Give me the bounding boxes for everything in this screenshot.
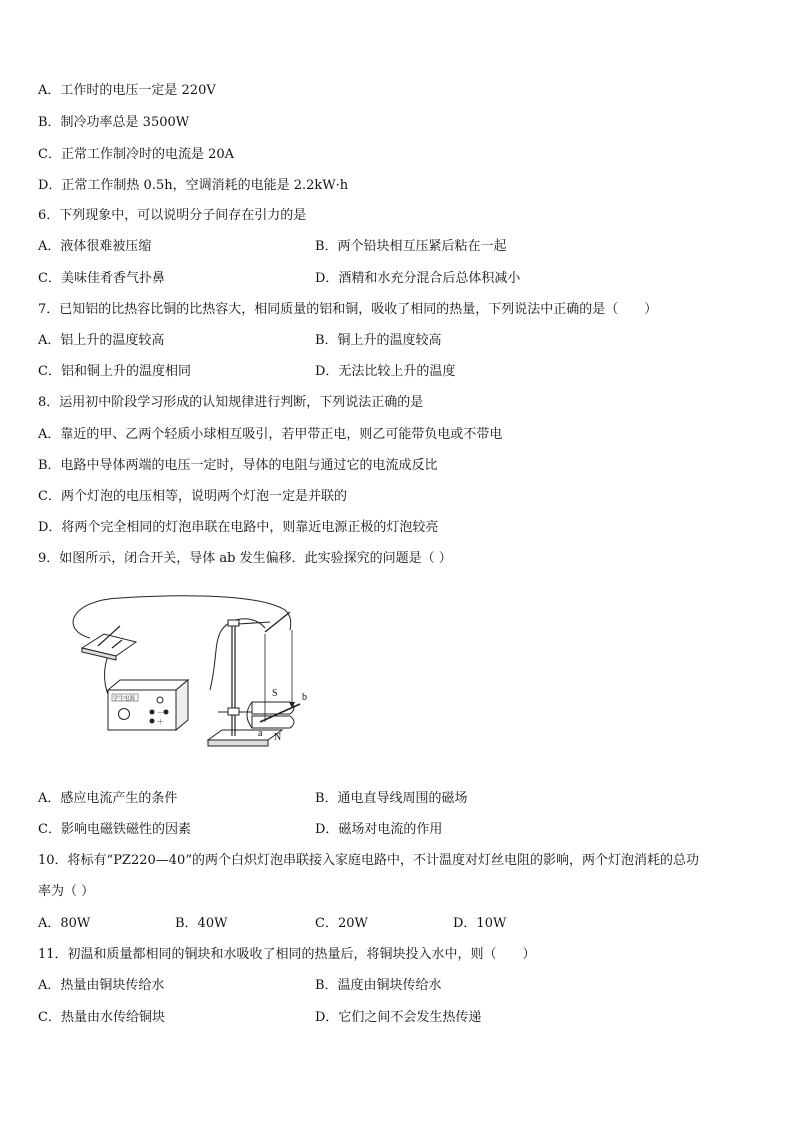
q9-option-a: A．感应电流产生的条件 xyxy=(38,791,178,806)
q10-option-d: D．10W xyxy=(453,916,507,931)
q8-option-c: C．两个灯泡的电压相等，说明两个灯泡一定是并联的 xyxy=(38,489,347,504)
power-supply xyxy=(108,680,188,730)
q11-option-c: C．热量由水传给铜块 xyxy=(38,1010,165,1025)
q8-option-d: D．将两个完全相同的灯泡串联在电路中，则靠近电源正极的灯泡较亮 xyxy=(38,520,439,535)
wire-mid xyxy=(210,619,265,690)
plus-label: ＋ xyxy=(157,718,164,726)
q11-stem: 11．初温和质量都相同的铜块和水吸收了相同的热量后，将铜块投入水中，则（ ） xyxy=(38,947,536,962)
q8-stem: 8．运用初中阶段学习形成的认知规律进行判断，下列说法正确的是 xyxy=(38,395,424,410)
q10-stem-line2: 率为（ ） xyxy=(38,884,95,899)
supply-label: 学生电源 xyxy=(113,696,136,702)
q7-option-b: B．铜上升的温度较高 xyxy=(315,333,442,348)
q10-option-a: A．80W xyxy=(38,916,91,931)
q7-stem: 7．已知铝的比热容比铜的比热容大，相同质量的铝和铜，吸收了相同的热量，下列说法中正确的是（ ） xyxy=(38,302,658,317)
q5-option-c: C．正常工作制冷时的电流是 20A xyxy=(38,147,235,162)
a-label: a xyxy=(258,728,263,739)
q6-option-c: C．美味佳肴香气扑鼻 xyxy=(38,271,165,286)
q9-option-b: B．通电直导线周围的磁场 xyxy=(315,791,468,806)
q7-option-a: A．铝上升的温度较高 xyxy=(38,333,165,348)
q5-option-b: B．制冷功率总是 3500W xyxy=(38,115,190,130)
s-pole-label: S xyxy=(272,688,278,699)
experiment-figure xyxy=(60,590,330,760)
q8-option-b: B．电路中导体两端的电压一定时，导体的电阻与通过它的电流成反比 xyxy=(38,458,438,473)
b-label: b xyxy=(302,692,307,703)
q9-option-d: D．磁场对电流的作用 xyxy=(315,822,443,837)
q10-option-b: B．40W xyxy=(175,916,228,931)
q11-option-a: A．热量由铜块传给水 xyxy=(38,978,165,993)
q7-option-d: D．无法比较上升的温度 xyxy=(315,364,456,379)
q9-stem: 9．如图所示，闭合开关，导体 ab 发生偏移．此实验探究的问题是（ ） xyxy=(38,551,452,566)
q11-option-b: B．温度由铜块传给水 xyxy=(315,978,442,993)
q10-stem-line1: 10．将标有“PZ220—40”的两个白炽灯泡串联接入家庭电路中，不计温度对灯丝电阻的影响，两个灯泡消耗的总功 xyxy=(38,853,699,868)
q6-option-a: A．液体很难被压缩 xyxy=(38,239,152,254)
q8-option-a: A．靠近的甲、乙两个轻质小球相互吸引，若甲带正电，则乙可能带负电或不带电 xyxy=(38,427,503,442)
minus-label: － xyxy=(157,709,164,717)
q6-stem: 6．下列现象中，可以说明分子间存在引力的是 xyxy=(38,208,307,223)
q11-option-d: D．它们之间不会发生热传递 xyxy=(315,1010,482,1025)
q5-option-d: D．正常工作制热 0.5h，空调消耗的电能是 2.2kW·h xyxy=(38,178,349,193)
q5-option-a: A．工作时的电压一定是 220V xyxy=(38,83,216,98)
q10-option-c: C．20W xyxy=(315,916,368,931)
q6-option-b: B．两个铅块相互压紧后粘在一起 xyxy=(315,239,507,254)
switch xyxy=(82,626,136,660)
n-pole-label: N xyxy=(274,732,282,743)
q9-option-c: C．影响电磁铁磁性的因素 xyxy=(38,822,191,837)
q6-option-d: D．酒精和水充分混合后总体积减小 xyxy=(315,271,521,286)
wire-top xyxy=(73,596,291,638)
q7-option-c: C．铝和铜上升的温度相同 xyxy=(38,364,191,379)
